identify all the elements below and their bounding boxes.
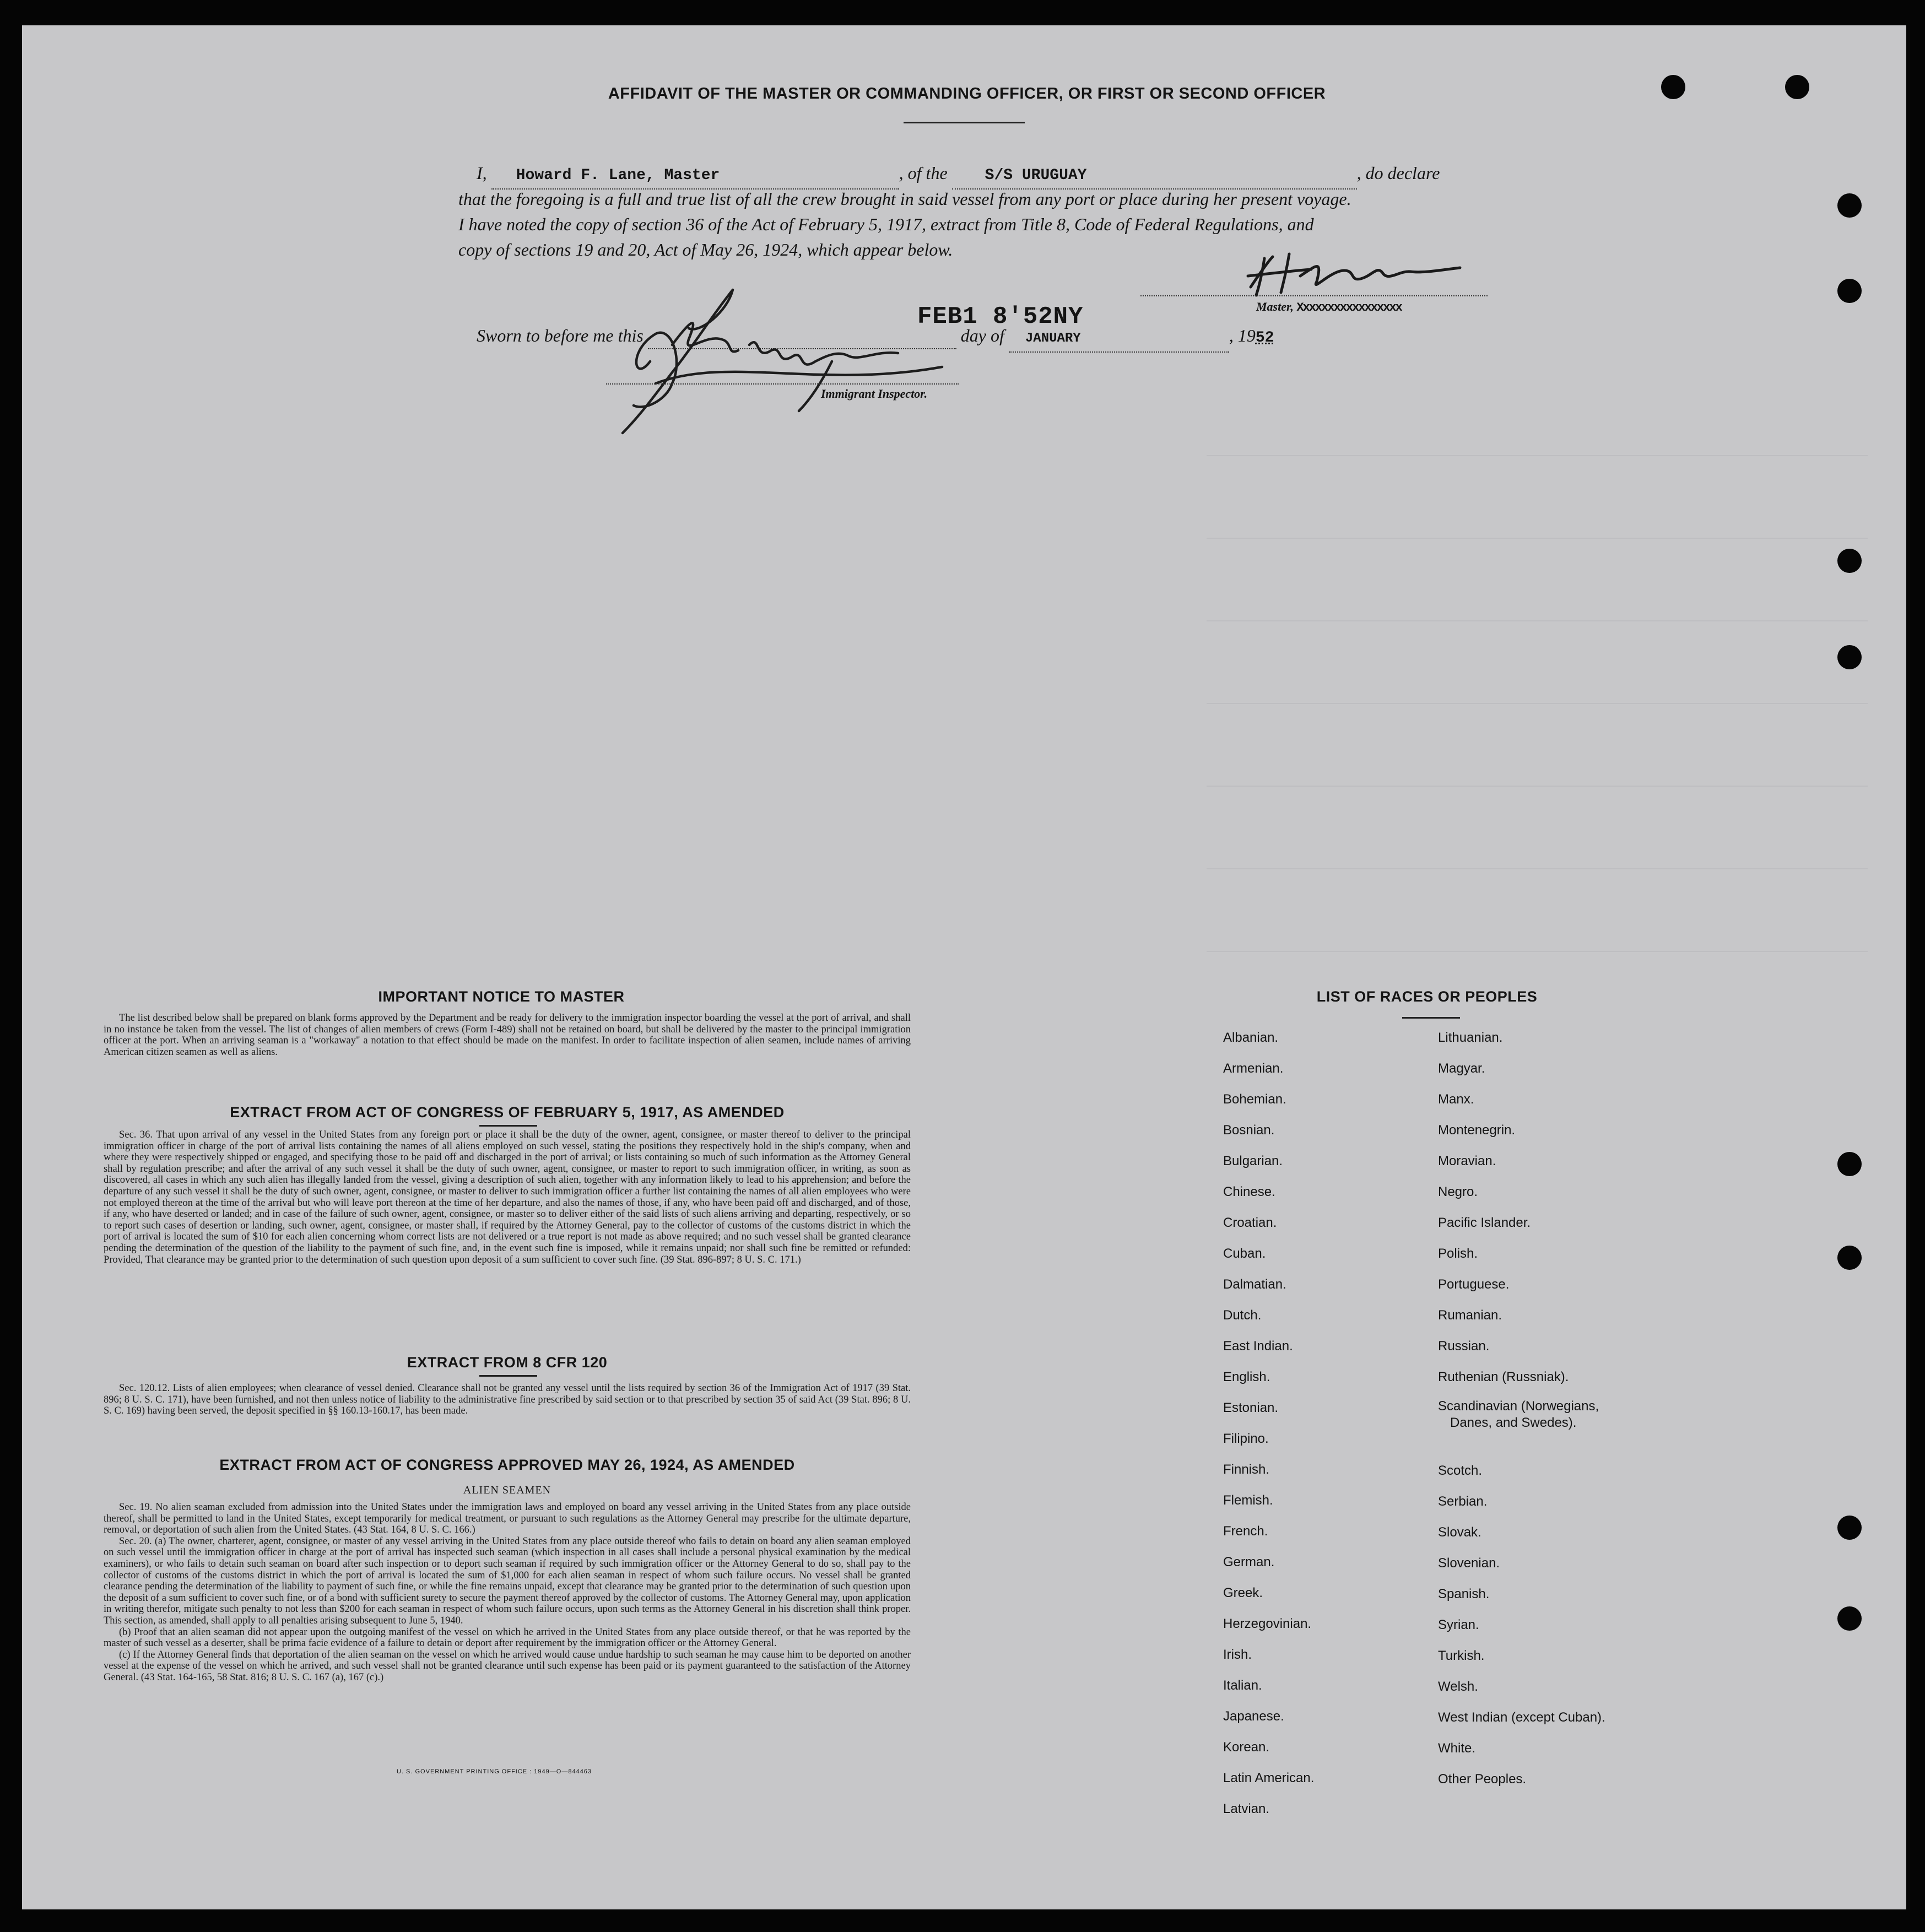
race-item: Greek. bbox=[1223, 1585, 1263, 1600]
race-item: Finnish. bbox=[1223, 1462, 1270, 1477]
race-item: Pacific Islander. bbox=[1438, 1215, 1531, 1230]
race-item: Ruthenian (Russniak). bbox=[1438, 1370, 1569, 1384]
race-item: Chinese. bbox=[1223, 1184, 1275, 1199]
do-declare-text: , do declare bbox=[1356, 163, 1440, 183]
inspector-signature-line bbox=[606, 383, 959, 385]
race-item: French. bbox=[1223, 1524, 1268, 1539]
notice-title: IMPORTANT NOTICE TO MASTER bbox=[378, 988, 625, 1005]
race-item: Turkish. bbox=[1438, 1648, 1485, 1663]
sec-20a-paragraph: Sec. 20. (a) The owner, charterer, agent, consignee, or master of any vessel arriving in the United States from any place outside thereof who fails to detain on board any alien seaman employed on such vessel until the immigration officer in charge at the port of arrival has inspected such seaman (which inspection in all cases shall include a personal physical examination by the medical examiners), or who fails to detain such seaman on board after such inspection or to deport such seaman if required by such immigration officer or the Attorney General to do so, shall pay to the collector of customs of the customs district in which the port of arrival is located the sum of $1,000 for each alien seaman in respect of whom such failure occurs. No vessel shall be granted clearance pending the determination of the liability to payment of such fine, or while the fine remains unpaid, except that clearance may be granted prior to the determination of such question upon the deposit of a sum sufficient to cover such fine, or of a bond with sufficient surety to secure the payment thereof approved by the collector of customs. The Attorney General may, upon application in writing therefor, mitigate such penalty to not less than $200 for each seaman in respect of whom such failure occurs, upon such terms as the Attorney General in his discretion shall think proper. This section, as amended, shall apply to all penalties arising subsequent to June 5, 1940. bbox=[104, 1535, 911, 1626]
race-item: Russian. bbox=[1438, 1339, 1490, 1354]
master-name-field bbox=[491, 160, 899, 190]
race-item: German. bbox=[1223, 1555, 1275, 1570]
race-item: Italian. bbox=[1223, 1678, 1262, 1693]
document-page bbox=[22, 25, 1906, 1909]
declaration-line-3: I have noted the copy of section 36 of the Act of February 5, 1917, extract from Title 8, Code of Federal Regulations, and bbox=[458, 214, 1314, 234]
notice-body bbox=[104, 1013, 911, 1058]
race-item: Korean. bbox=[1223, 1740, 1270, 1755]
section-rule bbox=[479, 1125, 537, 1127]
master-signature-line bbox=[1140, 295, 1488, 296]
race-item: East Indian. bbox=[1223, 1339, 1293, 1354]
race-item: Magyar. bbox=[1438, 1061, 1485, 1076]
extract-1917-title: EXTRACT FROM ACT OF CONGRESS OF FEBRUARY 5, 1917, AS AMENDED bbox=[230, 1104, 785, 1121]
month-value: JANUARY bbox=[1025, 331, 1081, 346]
race-item: Filipino. bbox=[1223, 1431, 1269, 1446]
race-item: Croatian. bbox=[1223, 1215, 1277, 1230]
extract-cfr-text: Sec. 120.12. Lists of alien employees; when clearance of vessel denied. Clearance shall not be granted any vessel until the lists required by section 36 of the Immigration Act of 1917 (39 Stat. 896; 8 U. S. C. 171), have been furnished, and not then unless notice of liability to the administrative fine prescribed by said section or to that prescribed by section 35 of said Act (39 Stat. 896; 8 U. S. C. 169) having been served, the deposit specified in §§ 160.13-160.17, has been made. bbox=[104, 1383, 911, 1417]
vessel-field bbox=[952, 160, 1357, 190]
extract-1917-text: Sec. 36. That upon arrival of any vessel in the United States from any foreign port or place it shall be the duty of the owner, agent, consignee, or master thereof to deliver to the principal immigration officer in charge of the port of arrival lists containing the names of all aliens employed on such vessel, stating the positions they respectively hold in the ship's company, when and where they were respectively shipped or engaged, and specifying those to be paid off and discharged in the port of arrival; or lists containing so much of such information as the Attorney General shall by regulation prescribe; and after the arrival of any such vessel it shall be the duty of such owner, agent, consignee, or master to report to such immigration officer, in writing, as soon as discovered, all cases in which any such alien has illegally landed from the vessel, giving a description of such alien, together with any information likely to lead to his apprehension; and before the departure of any such vessel it shall be the duty of such owner, agent, consignee, or master to deliver to such immigration officer a further list containing the names of all alien employees who were not employed thereon at the time of the arrival but who will leave port thereon at the time of her departure, and also the names of those, if any, who have been paid off and discharged, and of those, if any, who have deserted or landed; and in case of the failure of such owner, agent, consignee, or master so to deliver either of the said lists of such aliens arriving and departing, respectively, or so to report such cases of desertion or landing, such owner, agent, consignee, or master shall, if required by the Attorney General, pay to the collector of customs of the customs district in which the port of arrival is located the sum of $10 for each alien concerning whom correct lists are not delivered or a true report is not made as above required; and no such vessel shall be granted clearance pending the determination of the question of the liability to the payment of such fine, and, in the event such fine is imposed, while it remains unpaid; nor shall such fine be remitted or refunded: Provided, That clearance may be granted prior to the determination of such question upon deposit of a sum sufficient to cover such fine. (39 Stat. 896-897; 8 U. S. C. 171.) bbox=[104, 1129, 911, 1265]
punch-hole bbox=[1661, 75, 1685, 99]
race-item: Portuguese. bbox=[1438, 1277, 1510, 1292]
punch-hole bbox=[1837, 1246, 1862, 1270]
extract-cfr-title: EXTRACT FROM 8 CFR 120 bbox=[407, 1354, 608, 1371]
race-item: Bulgarian. bbox=[1223, 1154, 1283, 1168]
declaration-line-4: copy of sections 19 and 20, Act of May 26, 1924, which appear below. bbox=[458, 240, 953, 259]
race-item: Other Peoples. bbox=[1438, 1772, 1527, 1787]
race-item: Moravian. bbox=[1438, 1154, 1496, 1168]
inspector-label: Immigrant Inspector. bbox=[821, 387, 928, 401]
declaration-line-1 bbox=[477, 160, 1496, 190]
race-item: Bosnian. bbox=[1223, 1123, 1275, 1138]
punch-hole bbox=[1837, 645, 1862, 669]
race-item: Lithuanian. bbox=[1438, 1030, 1503, 1045]
master-title bbox=[1256, 300, 1402, 315]
race-item: Estonian. bbox=[1223, 1400, 1279, 1415]
race-item: Manx. bbox=[1438, 1092, 1474, 1107]
affidavit-title: AFFIDAVIT OF THE MASTER OR COMMANDING OFFICER, OR FIRST OR SECOND OFFICER bbox=[608, 85, 1326, 102]
extract-1924-subtitle: ALIEN SEAMEN bbox=[463, 1484, 551, 1496]
extract-1924-title: EXTRACT FROM ACT OF CONGRESS APPROVED MAY 26, 1924, AS AMENDED bbox=[219, 1457, 795, 1473]
year-value: 52 bbox=[1255, 329, 1274, 347]
race-item: Slovenian. bbox=[1438, 1556, 1500, 1571]
race-item: West Indian (except Cuban). bbox=[1438, 1710, 1605, 1725]
race-item: Bohemian. bbox=[1223, 1092, 1286, 1107]
race-item-line: Scandinavian (Norwegians, bbox=[1438, 1399, 1599, 1414]
race-item: Welsh. bbox=[1438, 1679, 1478, 1694]
sec-19-paragraph: Sec. 19. No alien seaman excluded from admission into the United States under the immigration laws and employed on board any vessel arriving in the United States from any place outside thereof, shall be permitted to land in the United States, except temporarily for medical treatment, or pursuant to such regulations as the Attorney General may prescribe for the ultimate departure, removal, or deportation of such alien from the United States. (43 Stat. 164, 8 U. S. C. 166.) bbox=[104, 1502, 911, 1536]
race-item: Slovak. bbox=[1438, 1525, 1481, 1540]
race-item-two-line bbox=[1438, 1397, 1605, 1460]
race-item-line: Danes, and Swedes). bbox=[1450, 1415, 1577, 1430]
master-label: Master, bbox=[1256, 300, 1294, 313]
extract-1917-body bbox=[104, 1129, 911, 1265]
extract-1924-body bbox=[104, 1502, 911, 1684]
sec-20b-paragraph: (b) Proof that an alien seaman did not appear upon the outgoing manifest of the vessel on which he arrived in the United States from any place outside thereof, or that he was reported by the master of such vessel as a deserter, shall be prima facie evidence of a failure to detain or deport after requirement by the immigration officer or the Attorney General. bbox=[104, 1626, 911, 1649]
punch-hole bbox=[1837, 1152, 1862, 1176]
races-rule bbox=[1402, 1017, 1460, 1019]
punch-hole bbox=[1837, 1606, 1862, 1631]
punch-hole bbox=[1837, 1516, 1862, 1540]
punch-hole bbox=[1837, 549, 1862, 573]
race-item: Latin American. bbox=[1223, 1771, 1315, 1785]
race-item: Dalmatian. bbox=[1223, 1277, 1286, 1292]
day-of-text: day of bbox=[960, 326, 1004, 345]
race-item: Negro. bbox=[1438, 1184, 1478, 1199]
races-right-column bbox=[1438, 1027, 1605, 1799]
punch-hole bbox=[1785, 75, 1809, 99]
declaration-line-2: that the foregoing is a full and true list of all the crew brought in said vessel from any port or place during her present voyage. bbox=[458, 189, 1351, 209]
race-item: Irish. bbox=[1223, 1647, 1252, 1662]
extract-cfr-body bbox=[104, 1383, 911, 1417]
race-item: Flemish. bbox=[1223, 1493, 1273, 1508]
master-signature bbox=[1240, 248, 1471, 301]
race-item: Armenian. bbox=[1223, 1061, 1284, 1076]
title-rule bbox=[904, 122, 1025, 123]
race-item: Scotch. bbox=[1438, 1463, 1483, 1478]
sec-20c-paragraph: (c) If the Attorney General finds that deportation of the alien seaman on the vessel on which he arrived would cause undue hardship to such seaman he may cause him to be deported on another vessel at the expense of the vessel on which he arrived, and such vessel shall not be granted clearance until such expense has been paid or its payment guaranteed to the satisfaction of the Attorney General. (43 Stat. 164-165, 58 Stat. 816; 8 U. S. C. 167 (a), 167 (c).) bbox=[104, 1649, 911, 1683]
vessel-name: S/S URUGUAY bbox=[985, 167, 1087, 184]
year-prefix: , 19 bbox=[1229, 326, 1256, 345]
master-name: Howard F. Lane, Master bbox=[516, 167, 720, 184]
race-item: Japanese. bbox=[1223, 1709, 1284, 1724]
pronoun: I, bbox=[477, 163, 487, 183]
race-item: Latvian. bbox=[1223, 1801, 1270, 1816]
race-item: Rumanian. bbox=[1438, 1308, 1502, 1323]
race-item: Herzegovinian. bbox=[1223, 1616, 1312, 1631]
race-item: Montenegrin. bbox=[1438, 1123, 1516, 1138]
race-item: Polish. bbox=[1438, 1246, 1478, 1261]
races-left-column bbox=[1223, 1027, 1314, 1829]
date-stamp: FEB1 8'52NY bbox=[917, 303, 1084, 331]
punch-hole bbox=[1837, 279, 1862, 303]
race-item: Dutch. bbox=[1223, 1308, 1262, 1323]
punch-hole bbox=[1837, 193, 1862, 218]
of-the-text: , of the bbox=[899, 163, 948, 183]
race-item: Cuban. bbox=[1223, 1246, 1266, 1261]
races-title: LIST OF RACES OR PEOPLES bbox=[1316, 988, 1538, 1005]
race-item: Albanian. bbox=[1223, 1030, 1279, 1045]
inspector-signature bbox=[590, 273, 964, 439]
race-item: White. bbox=[1438, 1741, 1476, 1756]
race-item: Serbian. bbox=[1438, 1494, 1488, 1509]
race-item: Syrian. bbox=[1438, 1617, 1479, 1632]
sworn-prefix: Sworn to before me this bbox=[477, 326, 644, 345]
struck-title: Xxxxxxxxxxxxxxxxx bbox=[1296, 301, 1402, 315]
race-item: English. bbox=[1223, 1370, 1270, 1384]
notice-text: The list described below shall be prepared on blank forms approved by the Department and be ready for delivery to the immigration inspector boarding the vessel at the port of arrival, and shall in no instance be taken from the vessel. The list of changes of alien members of crews (Form I-489) shall not be retained on board, but shall be delivered by the master to the principal immigration officer at the port. When an arriving seaman is a "workaway" a notation to that effect should be made on the manifest. In order to facilitate inspection of alien seamen, include names of arriving American citizen seamen as well as aliens. bbox=[104, 1013, 911, 1058]
printer-imprint: U. S. GOVERNMENT PRINTING OFFICE : 1949—O—844463 bbox=[397, 1768, 592, 1775]
race-item: Spanish. bbox=[1438, 1587, 1490, 1601]
section-rule bbox=[479, 1375, 537, 1377]
